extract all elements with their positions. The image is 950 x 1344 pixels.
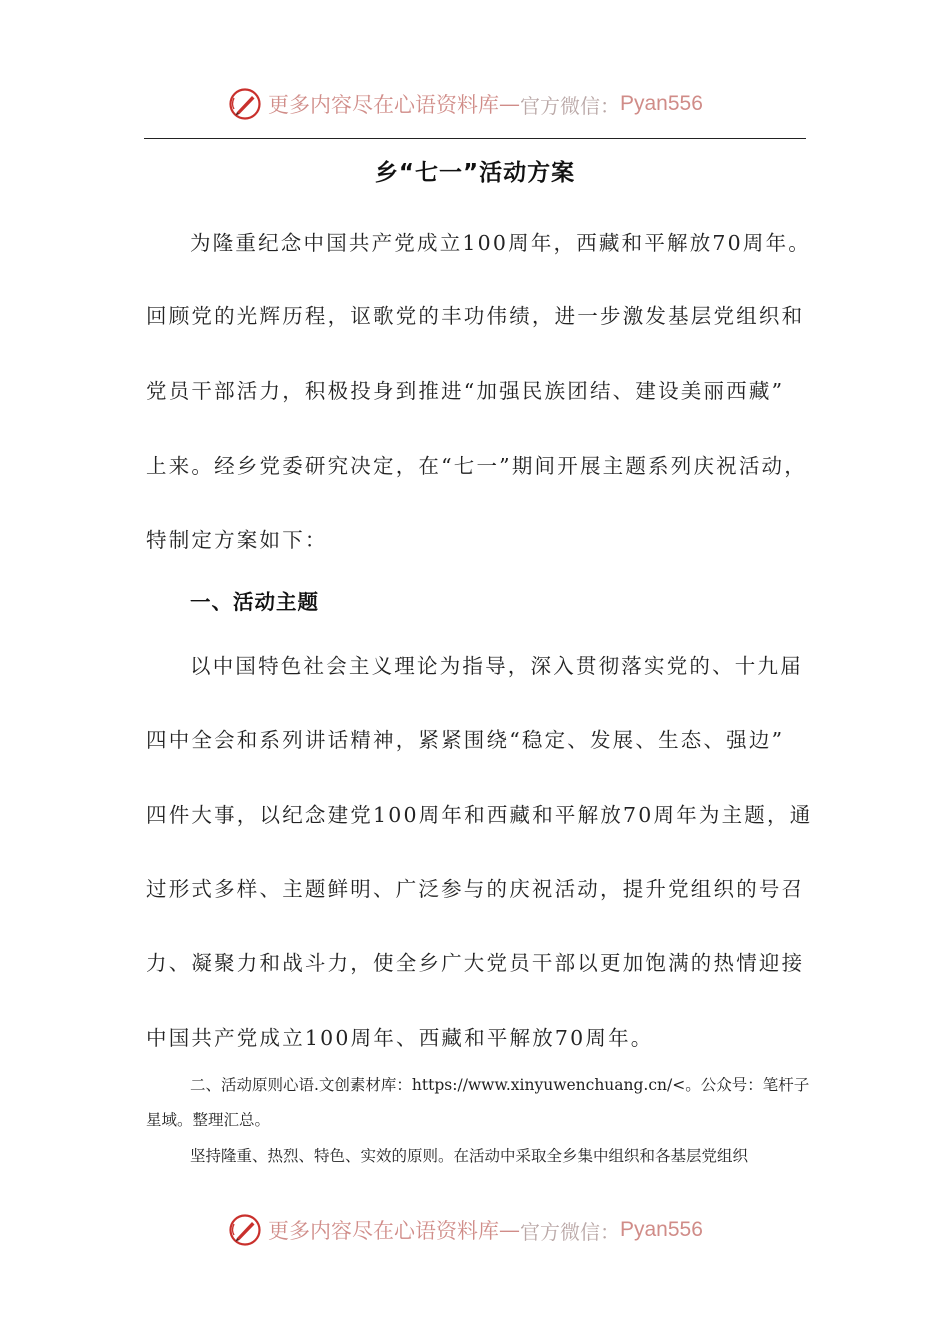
watermark-separator: — bbox=[499, 1218, 520, 1242]
watermark-wechat-id: Pyan556 bbox=[620, 92, 703, 115]
header-rule bbox=[144, 138, 806, 139]
section1-line: 过形式多样、主题鲜明、广泛参与的庆祝活动，提升党组织的号召 bbox=[146, 877, 805, 901]
section1-line: 四中全会和系列讲话精神，紧紧围绕“稳定、发展、生态、强边” bbox=[146, 728, 785, 752]
document-title: 乡“七一”活动方案 bbox=[374, 160, 576, 186]
watermark-wechat-label: 官方微信： bbox=[520, 93, 620, 118]
watermark-wechat-id: Pyan556 bbox=[620, 1218, 703, 1241]
intro-line: 党员干部活力，积极投身到推进“加强民族团结、建设美丽西藏” bbox=[146, 379, 785, 403]
watermark-brand-text: 更多内容尽在心语资料库 bbox=[268, 93, 499, 117]
watermark-separator: — bbox=[499, 92, 520, 116]
section2-line: 星域。整理汇总。 bbox=[146, 1111, 271, 1129]
section1-line: 以中国特色社会主义理论为指导，深入贯彻落实党的、十九届 bbox=[190, 654, 803, 678]
watermark-banner-bottom bbox=[228, 1210, 748, 1250]
section2-line: 坚持隆重、热烈、特色、实效的原则。在活动中采取全乡集中组织和各基层党组织 bbox=[190, 1147, 749, 1165]
watermark-banner-top bbox=[228, 84, 748, 124]
section2-line: 二、活动原则心语.文创素材库：https://www.xinyuwenchuang.cn/<。公众号：笔杆子 bbox=[190, 1076, 810, 1094]
intro-line: 回顾党的光辉历程，讴歌党的丰功伟绩，进一步激发基层党组织和 bbox=[146, 304, 805, 328]
section1-line: 中国共产党成立100周年、西藏和平解放70周年。 bbox=[146, 1026, 654, 1050]
intro-line: 上来。经乡党委研究决定，在“七一”期间开展主题系列庆祝活动， bbox=[146, 454, 807, 478]
pen-circle-logo-icon bbox=[228, 1213, 262, 1247]
intro-line: 为隆重纪念中国共产党成立100周年，西藏和平解放70周年。 bbox=[190, 231, 812, 255]
section-heading: 一、活动主题 bbox=[190, 590, 319, 614]
intro-line: 特制定方案如下： bbox=[146, 528, 328, 552]
section1-line: 力、凝聚力和战斗力，使全乡广大党员干部以更加饱满的热情迎接 bbox=[146, 951, 805, 975]
pen-circle-logo-icon bbox=[228, 87, 262, 121]
section1-line: 四件大事，以纪念建党100周年和西藏和平解放70周年为主题，通 bbox=[146, 803, 813, 827]
watermark-wechat-label: 官方微信： bbox=[520, 1219, 620, 1244]
watermark-brand-text: 更多内容尽在心语资料库 bbox=[268, 1219, 499, 1243]
